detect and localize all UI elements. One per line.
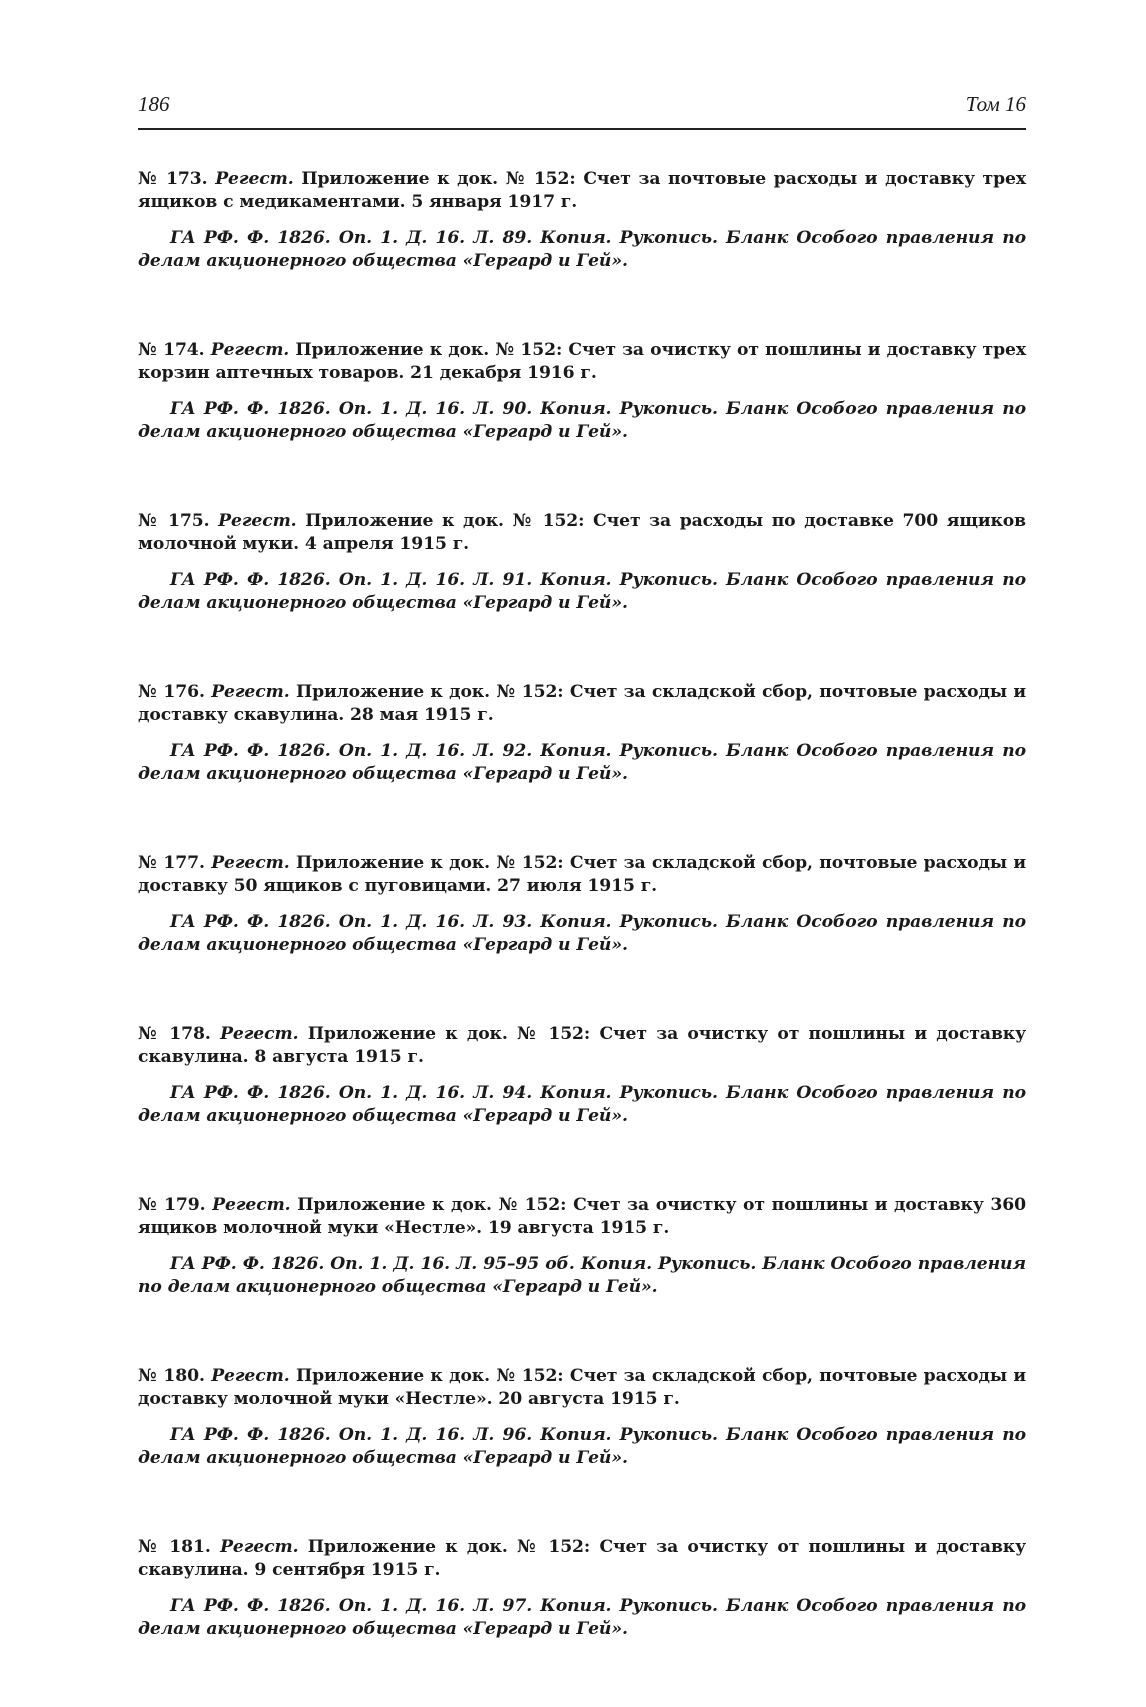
entry-description: Приложение к док. № 152: Счет за расходы по доставке 700 ящиков молочной муки. 4 апреля 1915 г. [138,511,1027,554]
entry-number: № 177. [138,853,205,873]
entry-kind: Регест. [220,1024,299,1044]
archival-source: ГА РФ. Ф. 1826. Оп. 1. Д. 16. Л. 93. Копия. Рукопись. Бланк Особого правления по делам акционерного общества «Гергард и Гей». [138,912,1026,955]
volume-label: Том 16 [965,92,1026,116]
archival-source: ГА РФ. Ф. 1826. Оп. 1. Д. 16. Л. 95–95 об. Копия. Рукопись. Бланк Особого правления по делам акционерного общества «Гергард и Гей». [138,1254,1026,1297]
entry-number: № 179. [138,1195,206,1215]
entry-number: № 175. [138,511,210,531]
entry-number: № 176. [138,682,205,702]
entry-description: Приложение к док. № 152: Счет за очистку от пошлины и доставку 360 ящиков молочной муки «Нестле». 19 августа 1915 г. [138,1195,1027,1238]
entry-180 [138,1365,1026,1469]
archival-source: ГА РФ. Ф. 1826. Оп. 1. Д. 16. Л. 92. Копия. Рукопись. Бланк Особого правления по делам акционерного общества «Гергард и Гей». [138,741,1026,784]
entry-number: № 181. [138,1537,211,1557]
archival-source: ГА РФ. Ф. 1826. Оп. 1. Д. 16. Л. 94. Копия. Рукопись. Бланк Особого правления по делам акционерного общества «Гергард и Гей». [138,1083,1026,1126]
regest-text [138,510,1026,555]
entry-kind: Регест. [220,1537,299,1557]
archival-source: ГА РФ. Ф. 1826. Оп. 1. Д. 16. Л. 97. Копия. Рукопись. Бланк Особого правления по делам акционерного общества «Гергард и Гей». [138,1596,1026,1639]
entry-number: № 174. [138,340,205,360]
entry-kind: Регест. [211,1366,290,1386]
entry-178 [138,1023,1026,1127]
entry-kind: Регест. [215,169,294,189]
entry-kind: Регест. [211,682,290,702]
entry-number: № 180. [138,1366,205,1386]
entry-description: Приложение к док. № 152: Счет за складской сбор, почтовые расходы и доставку скавулина. 28 мая 1915 г. [138,682,1026,725]
entry-175 [138,510,1026,614]
entry-179 [138,1194,1026,1298]
regest-text [138,1365,1026,1410]
entry-description: Приложение к док. № 152: Счет за почтовые расходы и доставку трех ящиков с медикаментами. 5 января 1917 г. [138,169,1026,212]
entry-description: Приложение к док. № 152: Счет за очистку от пошлины и доставку трех корзин аптечных товаров. 21 декабря 1916 г. [138,340,1026,383]
entry-description: Приложение к док. № 152: Счет за складской сбор, почтовые расходы и доставку молочной муки «Нестле». 20 августа 1915 г. [138,1366,1026,1409]
entry-kind: Регест. [210,340,290,360]
regest-text [138,168,1026,213]
entry-number: № 178. [138,1024,211,1044]
regest-text [138,339,1026,384]
entry-181 [138,1536,1026,1640]
entry-description: Приложение к док. № 152: Счет за складской сбор, почтовые расходы и доставку 50 ящиков с пуговицами. 27 июля 1915 г. [138,853,1026,896]
regest-text [138,1194,1026,1239]
entries-list [138,168,1026,1640]
entry-174 [138,339,1026,443]
archival-source: ГА РФ. Ф. 1826. Оп. 1. Д. 16. Л. 91. Копия. Рукопись. Бланк Особого правления по делам акционерного общества «Гергард и Гей». [138,570,1026,613]
regest-text [138,1023,1026,1068]
entry-173 [138,168,1026,272]
regest-text [138,852,1026,897]
entry-kind: Регест. [212,1195,291,1215]
entry-kind: Регест. [218,511,297,531]
entry-177 [138,852,1026,956]
page-number: 186 [138,92,170,116]
archival-source: ГА РФ. Ф. 1826. Оп. 1. Д. 16. Л. 96. Копия. Рукопись. Бланк Особого правления по делам акционерного общества «Гергард и Гей». [138,1425,1026,1468]
entry-kind: Регест. [211,853,290,873]
entry-description: Приложение к док. № 152: Счет за очистку от пошлины и доставку скавулина. 8 августа 1915 г. [138,1024,1027,1067]
archival-source: ГА РФ. Ф. 1826. Оп. 1. Д. 16. Л. 90. Копия. Рукопись. Бланк Особого правления по делам акционерного общества «Гергард и Гей». [138,399,1026,442]
entry-number: № 173. [138,169,208,189]
regest-text [138,681,1026,726]
running-head [138,92,1026,130]
entry-176 [138,681,1026,785]
page [138,92,1026,1707]
entry-description: Приложение к док. № 152: Счет за очистку от пошлины и доставку скавулина. 9 сентября 1915 г. [138,1537,1027,1580]
regest-text [138,1536,1026,1581]
archival-source: ГА РФ. Ф. 1826. Оп. 1. Д. 16. Л. 89. Копия. Рукопись. Бланк Особого правления по делам акционерного общества «Гергард и Гей». [138,228,1026,271]
